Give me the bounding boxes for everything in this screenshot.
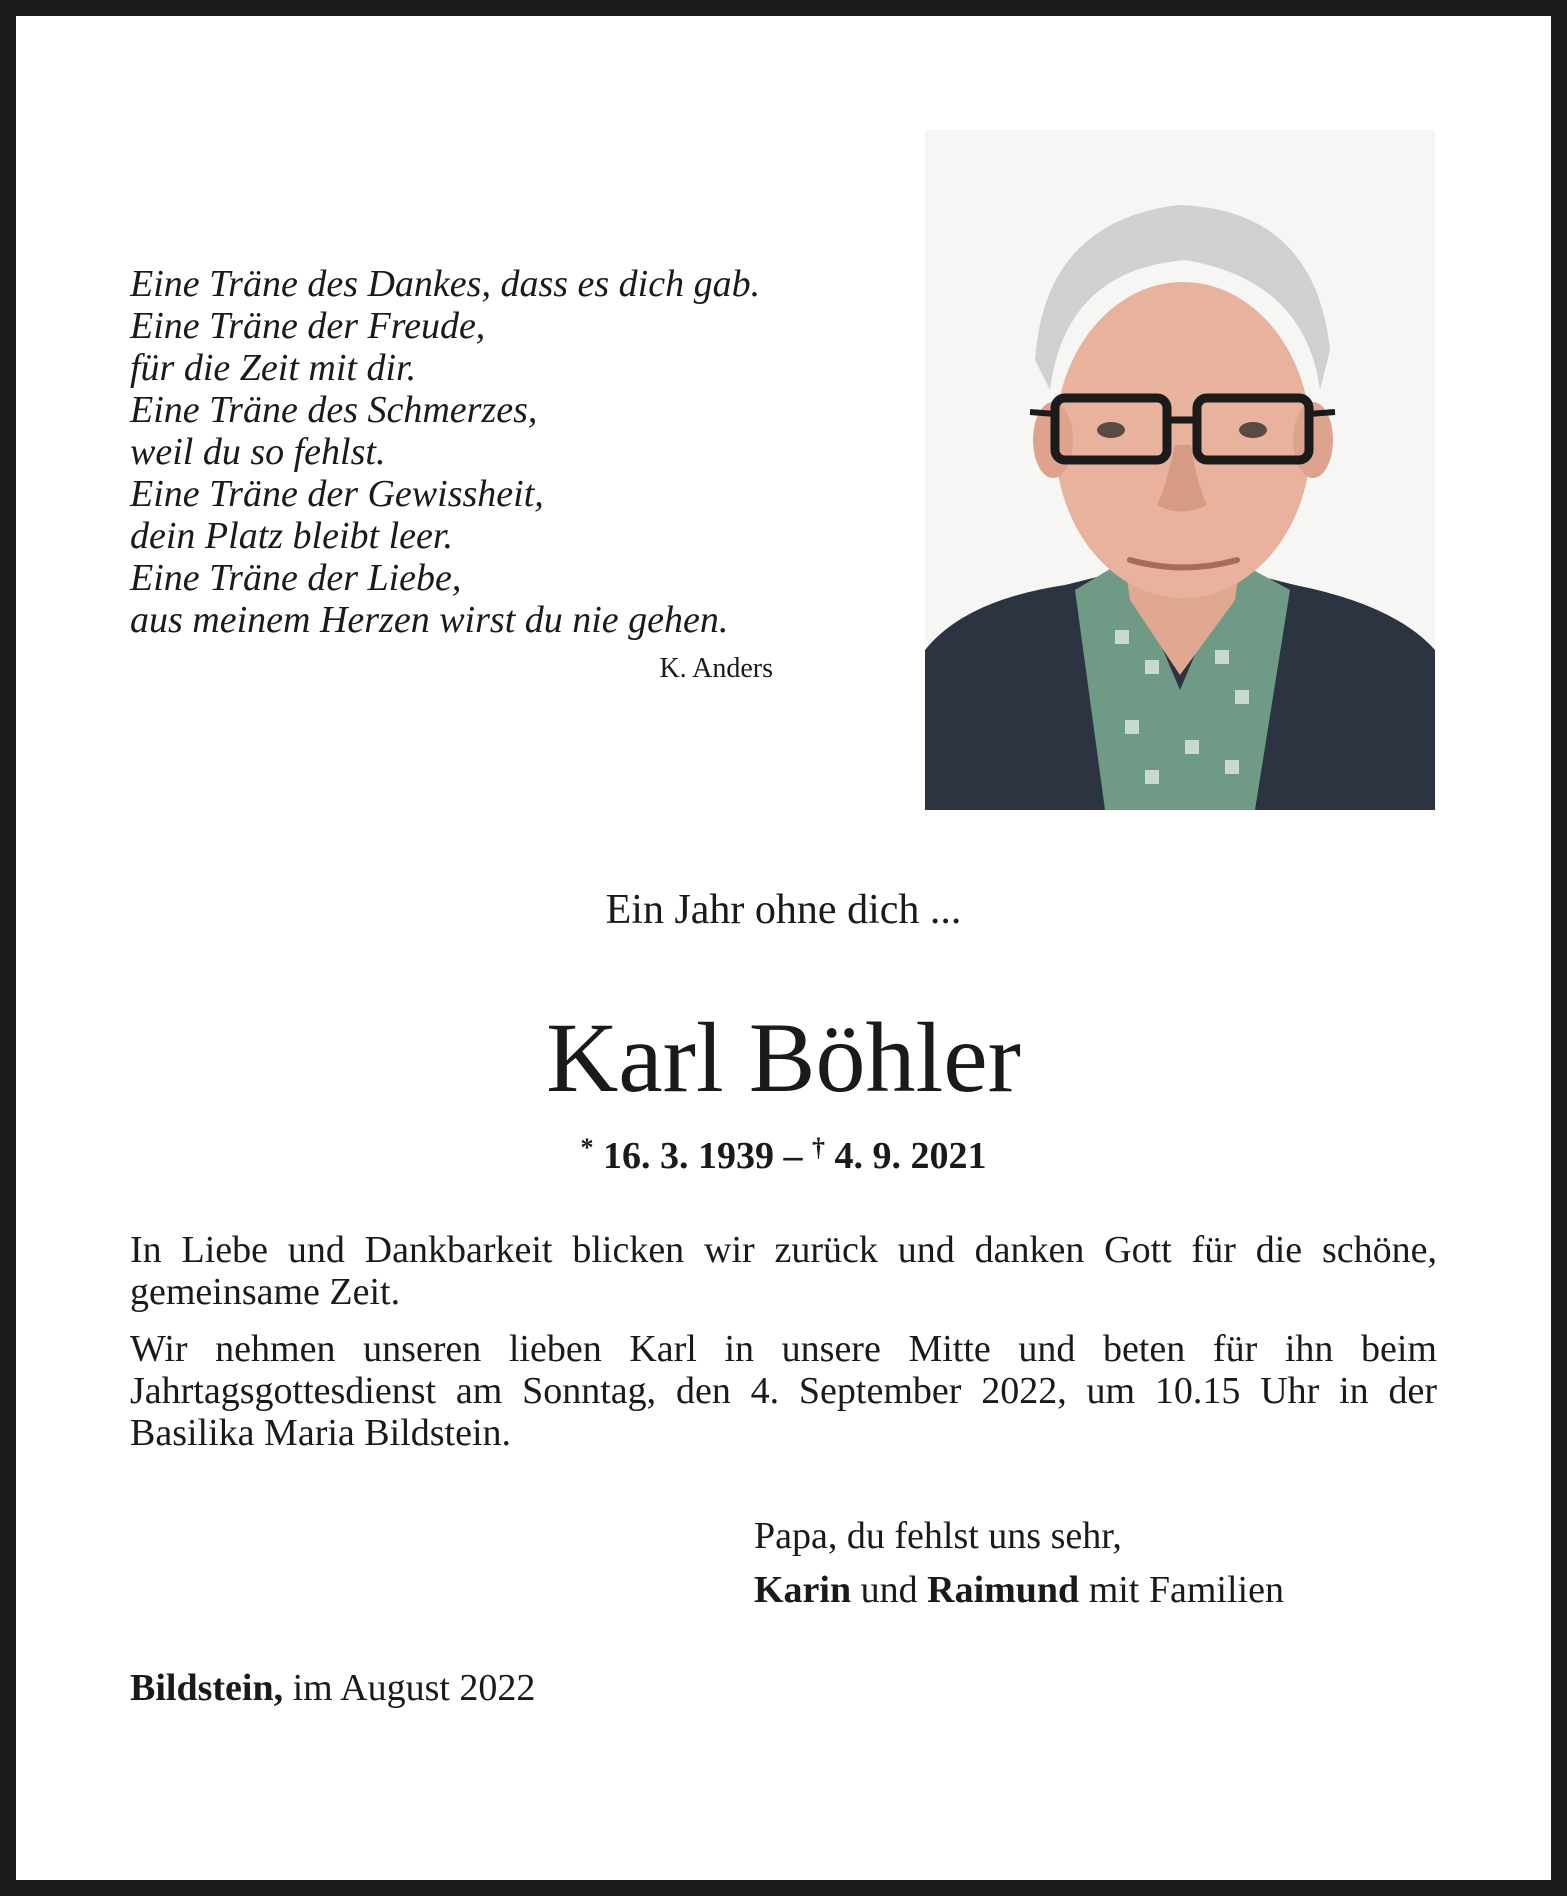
closing-signature <box>754 1509 1444 1617</box>
poem-line: dein Platz bleibt leer. <box>130 515 453 557</box>
life-dates <box>0 1124 1567 1180</box>
poem-line: weil du so fehlst. <box>130 431 386 473</box>
poem-line: Eine Träne der Freude, <box>130 305 486 347</box>
poem-author: K. Anders <box>659 653 773 684</box>
place-month: im August 2022 <box>292 1667 536 1709</box>
poem <box>130 263 780 641</box>
deceased-name: Karl Böhler <box>546 1002 1021 1113</box>
paragraph-memorial-service: Wir nehmen unseren lieben Karl in unsere Mitte und beten für ihn beim Jahrtagsgottesdienst am Sonntag, den 4. September 2022, um 10.15 Uhr in der Basilika Maria Bildstein. <box>130 1328 1437 1454</box>
poem-line: Eine Träne der Liebe, <box>130 557 462 599</box>
birth-symbol: * <box>580 1133 594 1162</box>
date-separator: – <box>783 1135 803 1177</box>
birth-date: 16. 3. 1939 <box>603 1135 774 1177</box>
death-symbol: † <box>812 1133 825 1162</box>
poem-line: Eine Träne des Dankes, dass es dich gab. <box>130 263 761 305</box>
closing-line: Papa, du fehlst uns sehr, <box>754 1515 1122 1557</box>
place-date <box>130 1664 1030 1712</box>
poem-line: für die Zeit mit dir. <box>130 347 417 389</box>
place-town: Bildstein, <box>130 1667 284 1709</box>
signature-conjunction: und <box>860 1569 918 1611</box>
death-date: 4. 9. 2021 <box>834 1135 987 1177</box>
subtitle: Ein Jahr ohne dich ... <box>605 887 962 933</box>
poem-line: aus meinem Herzen wirst du nie gehen. <box>130 599 729 641</box>
poem-line: Eine Träne der Gewissheit, <box>130 473 544 515</box>
signer-name-karin: Karin <box>754 1569 852 1611</box>
poem-line: Eine Träne des Schmerzes, <box>130 389 538 431</box>
paragraph-gratitude: In Liebe und Dankbarkeit blicken wir zurück und danken Gott für die schöne, gemeinsame Zeit. <box>130 1229 1437 1313</box>
portrait-photo <box>925 130 1435 810</box>
signer-name-raimund: Raimund <box>927 1569 1080 1611</box>
signature-line <box>754 1563 1444 1617</box>
signature-suffix: mit Familien <box>1088 1569 1284 1611</box>
